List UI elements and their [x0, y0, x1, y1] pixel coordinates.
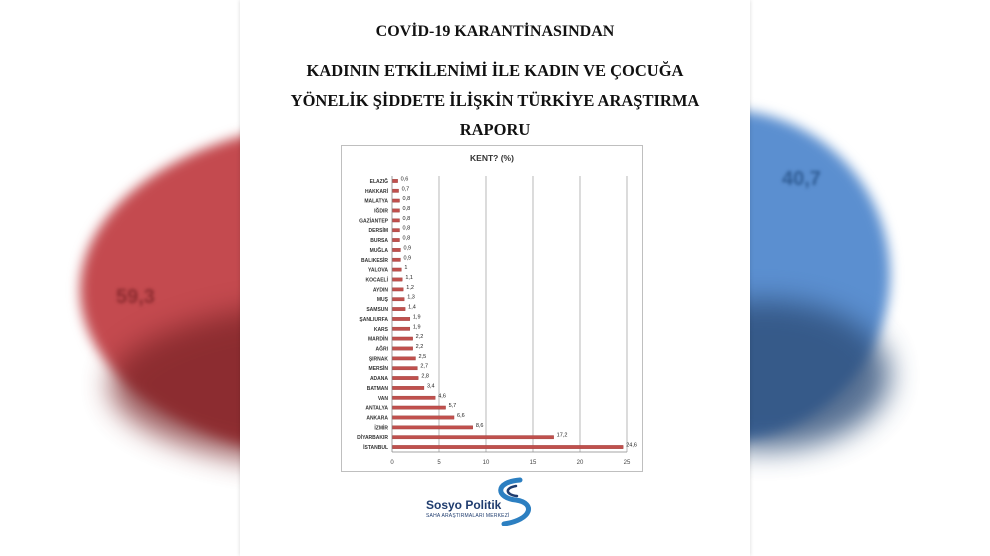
data-label: 8,6 [475, 422, 484, 429]
category-label: BATMAN [366, 385, 388, 392]
bar-chart [342, 146, 642, 471]
data-label: 1,4 [408, 304, 416, 311]
data-label: 24,6 [626, 442, 637, 449]
data-label: 0,8 [402, 215, 411, 222]
bar [393, 416, 455, 419]
bar [393, 436, 554, 439]
category-label: BALIKESİR [361, 257, 388, 264]
category-label: KOCAELİ [365, 277, 388, 284]
category-label: AĞRI [375, 346, 388, 353]
bar [393, 337, 413, 340]
bar [393, 386, 424, 389]
chart-title: KENT? (%) [470, 153, 514, 163]
category-label: İSTANBUL [363, 445, 388, 452]
x-tick-label: 15 [529, 460, 537, 466]
category-label: HAKKARİ [364, 188, 388, 195]
category-label: VAN [377, 395, 388, 402]
category-label: ELAZIĞ [369, 178, 388, 185]
category-label: MUĞLA [369, 247, 388, 254]
document-title-line-3: YÖNELİK ŞİDDETE İLİŞKİN TÜRKİYE ARAŞTIRMA [290, 91, 700, 110]
data-label: 0,6 [400, 176, 409, 183]
data-label: 0,8 [402, 196, 411, 203]
category-label: BURSA [370, 238, 388, 245]
pie-label-right: 40,7 [782, 168, 821, 190]
bar [393, 248, 401, 251]
bar [393, 357, 416, 360]
data-label: 0,9 [403, 245, 412, 252]
bar [393, 406, 446, 409]
bar [393, 219, 400, 222]
bar [393, 189, 399, 192]
bar [393, 307, 406, 310]
data-label: 1,3 [407, 294, 415, 301]
bar [393, 367, 418, 370]
bar-chart-frame [341, 145, 643, 472]
bar [393, 268, 402, 271]
category-label: KARS [373, 326, 388, 333]
bar [393, 298, 405, 301]
category-label: ŞANLIURFA [359, 316, 388, 323]
document-title-line-1: COVİD-19 KARANTİNASINDAN [375, 23, 615, 40]
category-label: GAZİANTEP [359, 218, 388, 225]
bar [393, 376, 419, 379]
bar [393, 199, 400, 202]
sosyo-politik-logo [424, 476, 534, 526]
x-tick-label: 5 [437, 460, 441, 466]
data-label: 2,8 [421, 373, 429, 380]
category-label: YALOVA [367, 267, 388, 274]
bar [393, 347, 413, 350]
category-label: IĞDIR [374, 208, 388, 215]
bar [393, 445, 624, 448]
bar [393, 317, 410, 320]
data-label: 1,2 [406, 284, 414, 291]
bar [393, 278, 403, 281]
bar [393, 258, 401, 261]
x-tick-label: 0 [390, 460, 394, 466]
data-label: 1 [404, 265, 408, 272]
data-label: 2,2 [415, 344, 424, 350]
bar [393, 229, 400, 232]
category-label: MUŞ [376, 297, 388, 304]
data-label: 4,6 [438, 393, 446, 400]
logo-name: Sosyo Politik [426, 498, 502, 512]
bar [393, 209, 400, 212]
category-label: ADANA [369, 376, 388, 383]
bar [393, 396, 436, 399]
x-tick-label: 25 [623, 460, 631, 466]
data-label: 1,9 [412, 314, 421, 321]
data-label: 1,1 [405, 275, 413, 281]
data-label: 17,2 [556, 432, 568, 439]
document-title-line-4: RAPORU [459, 120, 531, 139]
category-label: MARDİN [368, 336, 388, 343]
data-label: 6,6 [457, 413, 465, 419]
bar [393, 426, 473, 429]
bar [393, 179, 398, 182]
data-label: 0,7 [401, 186, 410, 193]
data-label: 0,8 [402, 235, 411, 242]
pie-label-left: 59,3 [116, 286, 155, 308]
document-title-line-2: KADININ ETKİLENİMİ İLE KADIN VE ÇOCUĞA [306, 61, 684, 80]
category-label: AYDIN [372, 287, 388, 294]
category-label: MERSİN [368, 366, 388, 373]
category-label: MALATYA [364, 198, 388, 205]
bar [393, 327, 410, 330]
data-label: 0,8 [402, 206, 411, 212]
bar [393, 288, 404, 291]
data-label: 0,9 [403, 255, 412, 262]
category-label: ŞIRNAK [368, 356, 388, 363]
category-label: DİYARBAKIR [357, 435, 388, 442]
bar [393, 238, 400, 241]
category-label: ANKARA [366, 415, 388, 422]
category-label: İZMİR [374, 425, 388, 432]
data-label: 1,9 [412, 324, 421, 331]
category-label: DERSİM [368, 228, 388, 235]
data-label: 0,8 [402, 225, 411, 232]
data-label: 2,7 [420, 363, 429, 370]
x-tick-label: 10 [482, 460, 490, 466]
data-label: 3,4 [426, 383, 435, 390]
category-label: ANTALYA [365, 405, 388, 412]
data-label: 2,5 [418, 353, 427, 360]
data-label: 2,2 [415, 334, 424, 341]
logo-subtitle: SAHA ARAŞTIRMALARI MERKEZİ [426, 513, 510, 519]
x-tick-label: 20 [576, 460, 584, 466]
data-label: 5,7 [448, 403, 457, 410]
category-label: SAMSUN [366, 307, 388, 314]
